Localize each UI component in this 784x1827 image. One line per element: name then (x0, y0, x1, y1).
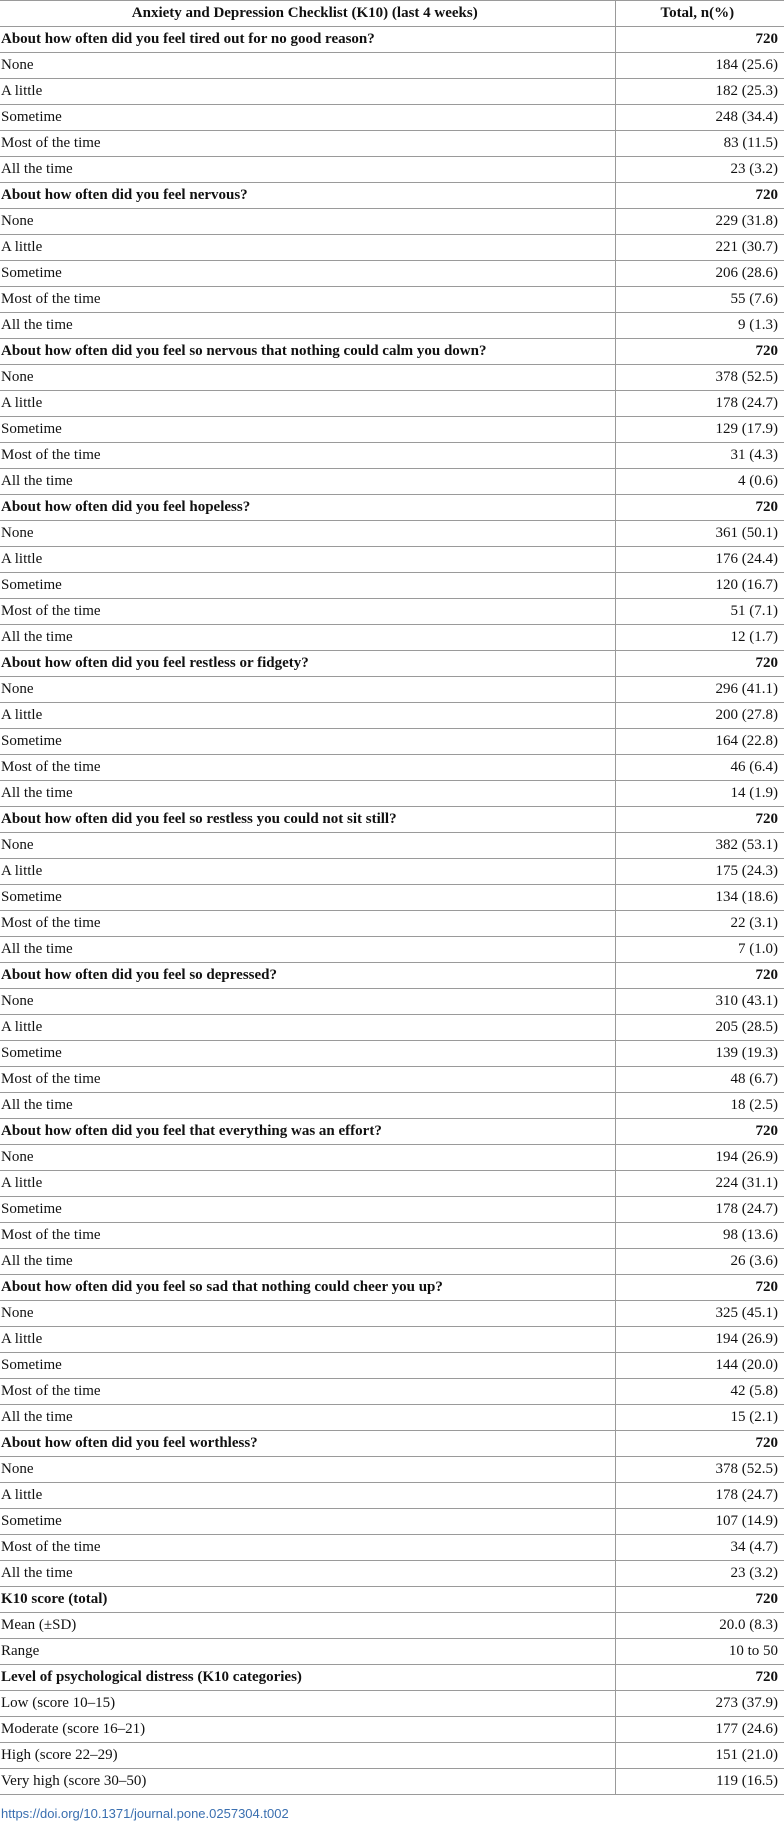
doi-link[interactable]: https://doi.org/10.1371/journal.pone.0257304.t002 (1, 1806, 289, 1821)
table-row (0, 833, 784, 859)
header-total: Total, n(%) (615, 1, 784, 27)
table-row (0, 1639, 784, 1665)
row-value: 229 (31.8) (615, 209, 784, 235)
table-row (0, 1067, 784, 1093)
table-row (0, 703, 784, 729)
row-label: Mean (±SD) (0, 1613, 615, 1639)
row-label: All the time (0, 469, 615, 495)
table-row (0, 1769, 784, 1795)
row-label: A little (0, 859, 615, 885)
section-total: 720 (615, 1275, 784, 1301)
table-row (0, 755, 784, 781)
row-label: All the time (0, 1249, 615, 1275)
row-label: All the time (0, 1405, 615, 1431)
table-row (0, 1301, 784, 1327)
row-label: All the time (0, 1093, 615, 1119)
table-row (0, 105, 784, 131)
table-row (0, 1691, 784, 1717)
table-row (0, 781, 784, 807)
row-value: 20.0 (8.3) (615, 1613, 784, 1639)
row-value: 182 (25.3) (615, 79, 784, 105)
row-label: A little (0, 391, 615, 417)
row-label: Sometime (0, 1041, 615, 1067)
section-title: About how often did you feel worthless? (0, 1431, 615, 1457)
section-header-row (0, 1431, 784, 1457)
row-value: 23 (3.2) (615, 157, 784, 183)
row-value: 296 (41.1) (615, 677, 784, 703)
table-row (0, 547, 784, 573)
table-row (0, 261, 784, 287)
row-value: 194 (26.9) (615, 1145, 784, 1171)
table-row (0, 937, 784, 963)
section-total: 720 (615, 495, 784, 521)
section-total: 720 (615, 183, 784, 209)
table-row (0, 729, 784, 755)
row-value: 98 (13.6) (615, 1223, 784, 1249)
section-header-row (0, 1665, 784, 1691)
row-label: None (0, 989, 615, 1015)
row-label: A little (0, 703, 615, 729)
row-value: 151 (21.0) (615, 1743, 784, 1769)
table-row (0, 1483, 784, 1509)
row-label: All the time (0, 625, 615, 651)
row-value: 310 (43.1) (615, 989, 784, 1015)
table-row (0, 287, 784, 313)
row-value: 378 (52.5) (615, 1457, 784, 1483)
section-total: 720 (615, 807, 784, 833)
row-label: Most of the time (0, 1223, 615, 1249)
section-total: 720 (615, 1431, 784, 1457)
row-label: A little (0, 1015, 615, 1041)
row-label: None (0, 53, 615, 79)
row-label: Low (score 10–15) (0, 1691, 615, 1717)
row-label: Very high (score 30–50) (0, 1769, 615, 1795)
table-row (0, 573, 784, 599)
row-value: 26 (3.6) (615, 1249, 784, 1275)
table-row (0, 1405, 784, 1431)
row-value: 18 (2.5) (615, 1093, 784, 1119)
row-label: None (0, 1145, 615, 1171)
section-total: 720 (615, 1665, 784, 1691)
row-value: 144 (20.0) (615, 1353, 784, 1379)
row-label: None (0, 365, 615, 391)
row-value: 200 (27.8) (615, 703, 784, 729)
section-title: K10 score (total) (0, 1587, 615, 1613)
row-value: 177 (24.6) (615, 1717, 784, 1743)
table-row (0, 1613, 784, 1639)
row-value: 22 (3.1) (615, 911, 784, 937)
table-row (0, 859, 784, 885)
section-header-row (0, 807, 784, 833)
section-total: 720 (615, 27, 784, 53)
row-label: Most of the time (0, 443, 615, 469)
row-value: 51 (7.1) (615, 599, 784, 625)
row-value: 164 (22.8) (615, 729, 784, 755)
section-total: 720 (615, 339, 784, 365)
row-label: Sometime (0, 261, 615, 287)
section-title: About how often did you feel restless or fidgety? (0, 651, 615, 677)
row-label: Sometime (0, 885, 615, 911)
row-value: 46 (6.4) (615, 755, 784, 781)
section-header-row (0, 1587, 784, 1613)
section-header-row (0, 1119, 784, 1145)
section-header-row (0, 27, 784, 53)
row-value: 224 (31.1) (615, 1171, 784, 1197)
row-value: 9 (1.3) (615, 313, 784, 339)
row-value: 48 (6.7) (615, 1067, 784, 1093)
row-label: Most of the time (0, 287, 615, 313)
row-value: 83 (11.5) (615, 131, 784, 157)
section-title: About how often did you feel that everything was an effort? (0, 1119, 615, 1145)
row-label: None (0, 209, 615, 235)
table-row (0, 1717, 784, 1743)
row-label: Moderate (score 16–21) (0, 1717, 615, 1743)
row-label: Sometime (0, 1509, 615, 1535)
table-row (0, 1743, 784, 1769)
row-value: 12 (1.7) (615, 625, 784, 651)
section-title: About how often did you feel so depressed? (0, 963, 615, 989)
row-value: 378 (52.5) (615, 365, 784, 391)
row-label: Sometime (0, 729, 615, 755)
row-value: 129 (17.9) (615, 417, 784, 443)
row-value: 178 (24.7) (615, 391, 784, 417)
table-row (0, 989, 784, 1015)
row-value: 119 (16.5) (615, 1769, 784, 1795)
section-header-row (0, 963, 784, 989)
row-label: Most of the time (0, 599, 615, 625)
table-row (0, 209, 784, 235)
table-row (0, 1223, 784, 1249)
row-value: 248 (34.4) (615, 105, 784, 131)
table-row (0, 79, 784, 105)
row-label: All the time (0, 781, 615, 807)
row-value: 42 (5.8) (615, 1379, 784, 1405)
row-label: A little (0, 1483, 615, 1509)
row-value: 15 (2.1) (615, 1405, 784, 1431)
row-label: High (score 22–29) (0, 1743, 615, 1769)
row-label: A little (0, 235, 615, 261)
row-value: 34 (4.7) (615, 1535, 784, 1561)
row-value: 273 (37.9) (615, 1691, 784, 1717)
row-value: 31 (4.3) (615, 443, 784, 469)
row-value: 10 to 50 (615, 1639, 784, 1665)
row-label: Sometime (0, 105, 615, 131)
section-header-row (0, 651, 784, 677)
section-header-row (0, 183, 784, 209)
section-title: About how often did you feel tired out for no good reason? (0, 27, 615, 53)
row-label: All the time (0, 1561, 615, 1587)
row-label: Most of the time (0, 131, 615, 157)
section-total: 720 (615, 651, 784, 677)
table-row (0, 443, 784, 469)
section-header-row (0, 339, 784, 365)
row-value: 206 (28.6) (615, 261, 784, 287)
table-row (0, 1353, 784, 1379)
row-label: All the time (0, 937, 615, 963)
row-value: 194 (26.9) (615, 1327, 784, 1353)
table-row (0, 1249, 784, 1275)
table-row (0, 1379, 784, 1405)
table-row (0, 1327, 784, 1353)
row-label: A little (0, 79, 615, 105)
section-title: Level of psychological distress (K10 categories) (0, 1665, 615, 1691)
row-value: 325 (45.1) (615, 1301, 784, 1327)
row-value: 184 (25.6) (615, 53, 784, 79)
row-label: All the time (0, 157, 615, 183)
row-value: 382 (53.1) (615, 833, 784, 859)
table-row (0, 677, 784, 703)
row-label: None (0, 1301, 615, 1327)
table-row (0, 157, 784, 183)
table-row (0, 1509, 784, 1535)
section-total: 720 (615, 1587, 784, 1613)
row-label: Range (0, 1639, 615, 1665)
row-label: A little (0, 547, 615, 573)
section-header-row (0, 495, 784, 521)
row-label: None (0, 521, 615, 547)
section-title: About how often did you feel so nervous that nothing could calm you down? (0, 339, 615, 365)
table-row (0, 1015, 784, 1041)
row-value: 205 (28.5) (615, 1015, 784, 1041)
row-label: Most of the time (0, 1535, 615, 1561)
row-value: 4 (0.6) (615, 469, 784, 495)
row-value: 178 (24.7) (615, 1197, 784, 1223)
table-row (0, 1535, 784, 1561)
row-label: Most of the time (0, 1067, 615, 1093)
table-row (0, 1561, 784, 1587)
row-value: 178 (24.7) (615, 1483, 784, 1509)
table-row (0, 1457, 784, 1483)
section-total: 720 (615, 1119, 784, 1145)
row-label: Most of the time (0, 1379, 615, 1405)
table-row (0, 391, 784, 417)
section-header-row (0, 1275, 784, 1301)
row-label: Most of the time (0, 911, 615, 937)
row-label: Sometime (0, 573, 615, 599)
row-label: None (0, 677, 615, 703)
section-title: About how often did you feel nervous? (0, 183, 615, 209)
table-row (0, 625, 784, 651)
row-label: None (0, 833, 615, 859)
row-value: 120 (16.7) (615, 573, 784, 599)
row-value: 175 (24.3) (615, 859, 784, 885)
section-title: About how often did you feel hopeless? (0, 495, 615, 521)
section-total: 720 (615, 963, 784, 989)
row-value: 14 (1.9) (615, 781, 784, 807)
row-label: Sometime (0, 1197, 615, 1223)
row-label: All the time (0, 313, 615, 339)
table-row (0, 1145, 784, 1171)
row-value: 23 (3.2) (615, 1561, 784, 1587)
row-label: None (0, 1457, 615, 1483)
table-row (0, 365, 784, 391)
row-value: 107 (14.9) (615, 1509, 784, 1535)
table-row (0, 53, 784, 79)
row-label: A little (0, 1327, 615, 1353)
row-value: 221 (30.7) (615, 235, 784, 261)
table-row (0, 313, 784, 339)
section-title: About how often did you feel so restless you could not sit still? (0, 807, 615, 833)
table-row (0, 1093, 784, 1119)
table-row (0, 521, 784, 547)
table-row (0, 885, 784, 911)
table-row (0, 1197, 784, 1223)
header-item: Anxiety and Depression Checklist (K10) (last 4 weeks) (0, 1, 615, 27)
row-value: 7 (1.0) (615, 937, 784, 963)
table-row (0, 131, 784, 157)
row-value: 134 (18.6) (615, 885, 784, 911)
header-row (0, 1, 784, 27)
row-label: Most of the time (0, 755, 615, 781)
table-body (0, 27, 784, 1795)
table-row (0, 417, 784, 443)
row-value: 361 (50.1) (615, 521, 784, 547)
table-row (0, 911, 784, 937)
row-value: 176 (24.4) (615, 547, 784, 573)
row-value: 139 (19.3) (615, 1041, 784, 1067)
table-row (0, 1171, 784, 1197)
table-row (0, 599, 784, 625)
section-title: About how often did you feel so sad that nothing could cheer you up? (0, 1275, 615, 1301)
row-label: Sometime (0, 1353, 615, 1379)
table-row (0, 1041, 784, 1067)
row-value: 55 (7.6) (615, 287, 784, 313)
row-label: A little (0, 1171, 615, 1197)
table-row (0, 469, 784, 495)
row-label: Sometime (0, 417, 615, 443)
table-row (0, 235, 784, 261)
